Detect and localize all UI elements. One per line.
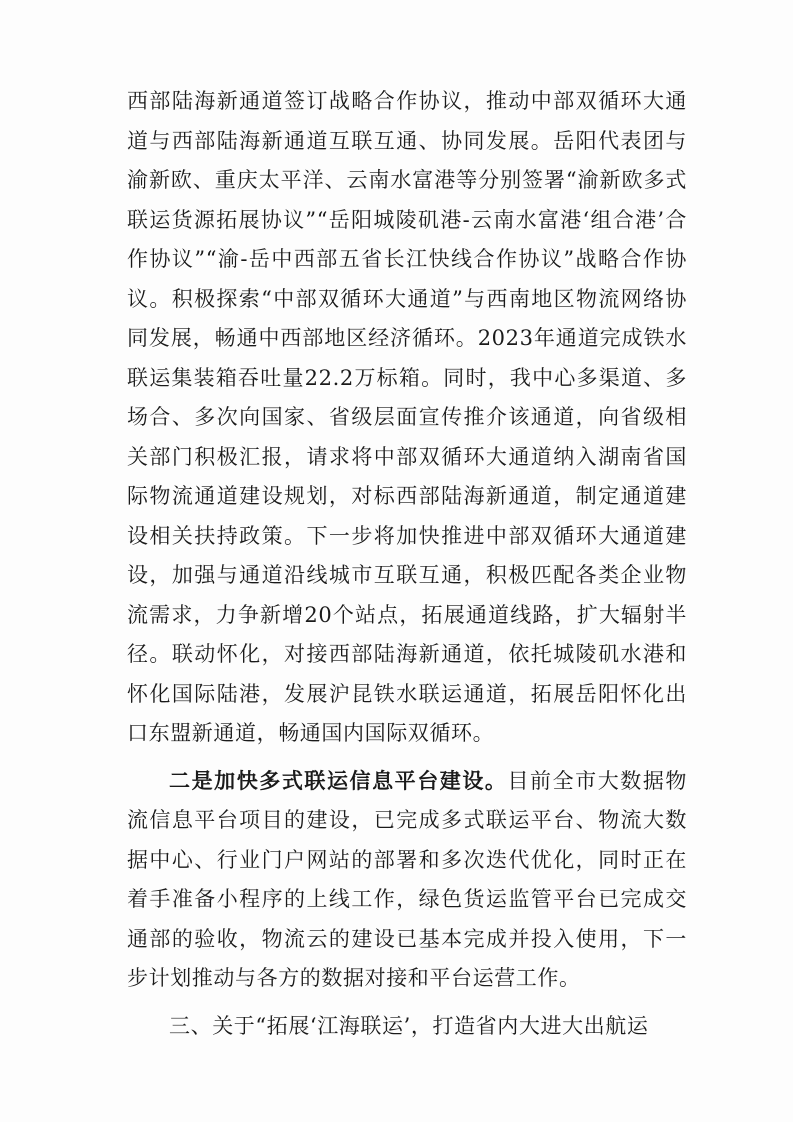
paragraph-info-platform-body: 目前全市大数据物流信息平台项目的建设，已完成多式联运平台、物流大数据中心、行业门户网站的部署和多次迭代优化，同时正在着手准备小程序的上线工作，绿色货运监管平台已完成交通部的验收，物流云的建设已基本完成并投入使用，下一步计划推动与各方的数据对接和平台运营工作。	[127, 768, 687, 990]
document-body	[127, 82, 687, 1046]
section-heading-river-sea: 三、关于“拓展‘江海联运’，打造省内大进大出航运	[169, 1013, 649, 1038]
paragraph-lead-heading: 二是加快多式联运信息平台建设。	[169, 768, 508, 793]
paragraph-info-platform	[127, 762, 687, 999]
paragraph-corridor-cooperation: 西部陆海新通道签订战略合作协议，推动中部双循环大通道与西部陆海新通道互联互通、协同发展。岳阳代表团与渝新欧、重庆太平洋、云南水富港等分别签署“渝新欧多式联运货源拓展协议”“岳阳城陵矶港-云南水富港‘组合港’合作协议”“渝-岳中西部五省长江快线合作协议”战略合作协议。积极探索“中部双循环大通道”与西南地区物流网络协同发展，畅通中西部地区经济循环。2023年通道完成铁水联运集装箱吞吐量22.2万标箱。同时，我中心多渠道、多场合、多次向国家、省级层面宣传推介该通道，向省级相关部门积极汇报，请求将中部双循环大通道纳入湖南省国际物流通道建设规划，对标西部陆海新通道，制定通道建设相关扶持政策。下一步将加快推进中部双循环大通道建设，加强与通道沿线城市互联互通，积极匹配各类企业物流需求，力争新增20个站点，拓展通道线路，扩大辐射半径。联动怀化，对接西部陆海新通道，依托城陵矶水港和怀化国际陆港，发展沪昆铁水联运通道，拓展岳阳怀化出口东盟新通道，畅通国内国际双循环。	[127, 89, 687, 745]
